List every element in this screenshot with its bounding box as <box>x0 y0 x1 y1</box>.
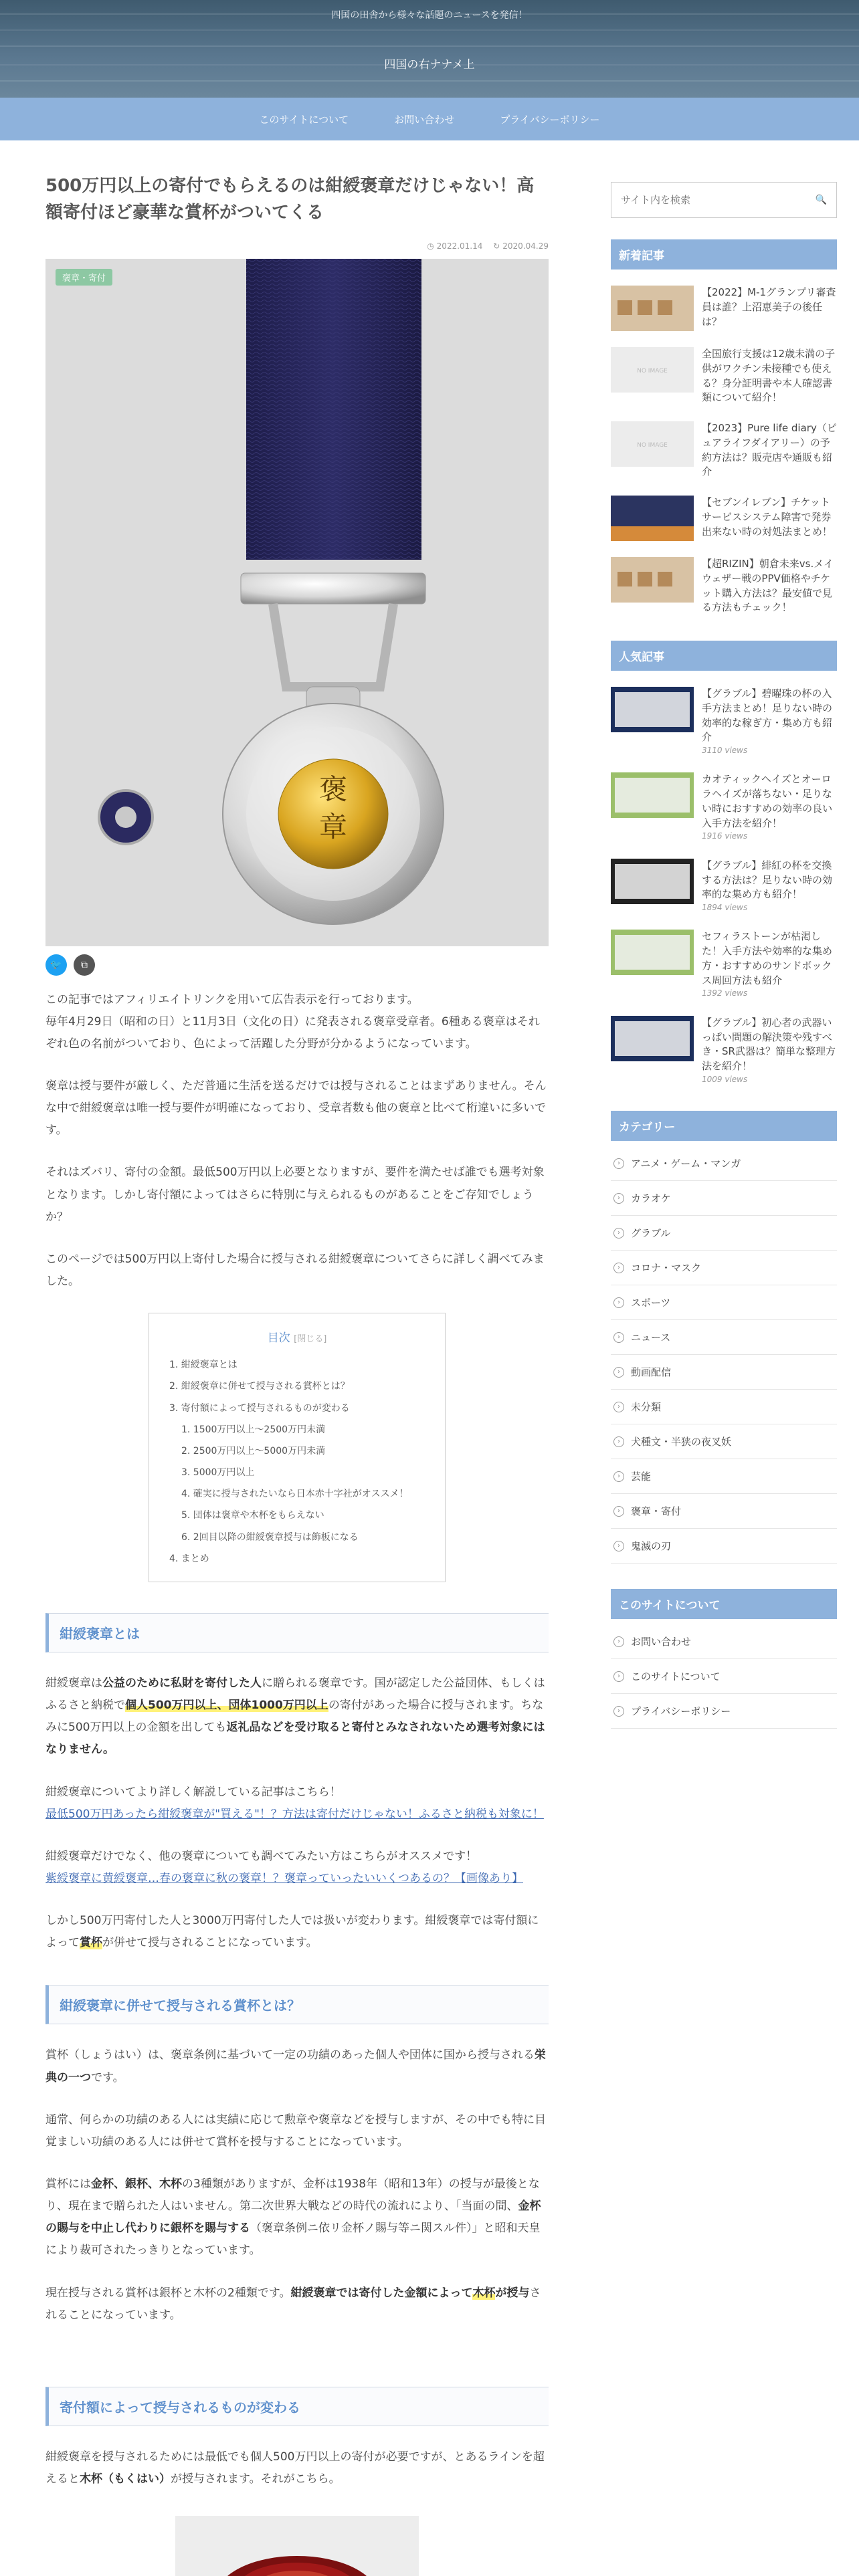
section2-paragraph-3: 賞杯には金杯、銀杯、木杯の3種類がありますが、金杯は1938年（昭和13年）の授与が最後となり、現在まで贈られた人はいません。第二次世界大戦などの時代の流れにより、「当面の間、金杯の賜与を中止し代わりに銀杯を賜与する（褒章条例ニ依リ金杯ノ賜与等ニ関スル件）」と昭和天皇により裁可されたっきりとなっています。 <box>45 2177 541 2258</box>
popular-post-views: 1392 views <box>702 988 748 998</box>
nav-privacy[interactable]: プライバシーポリシー <box>500 113 600 126</box>
intro-paragraph-3: それはズバリ、寄付の金額。最低500万円以上必要となりますが、要件を満たせば誰でも選考対象となります。しかし寄付額によってはさらに特別に与えられるものがあることをご存知でしょうか？ <box>45 1166 545 1224</box>
category-link-label: 褒章・寄付 <box>631 1505 682 1518</box>
new-post-item[interactable] <box>611 286 837 331</box>
published-date: 2022.01.14 <box>436 241 483 251</box>
section2-paragraph-2: 通常、何らかの功績のある人には実績に応じて勲章や褒章などを授与しますが、その中でも特に目覚ましい功績のある人には併せて賞杯を授与することになっています。 <box>45 2113 546 2149</box>
about-link-label: プライバシーポリシー <box>631 1705 731 1718</box>
about-title: このサイトについて <box>611 1589 837 1619</box>
new-posts-title: 新着記事 <box>611 239 837 270</box>
popular-post-item[interactable] <box>611 859 837 914</box>
twitter-icon: 🐦 <box>50 959 62 970</box>
chevron-right-icon: › <box>613 1367 624 1378</box>
chevron-right-icon: › <box>613 1706 624 1717</box>
section1-paragraph-1: 紺綬褒章は公益のために私財を寄付した人に贈られる褒章です。国が認定した公益団体、もしくはふるさと納税で個人500万円以上、団体1000万円以上の寄付があった場合に授与されます。ちなみに500万円以上の金額を出しても返礼品などを受け取ると寄付とみなされないため選考対象にはなりません。 <box>45 1677 545 1757</box>
search-icon[interactable]: 🔍 <box>815 195 827 205</box>
wooden-cup-image <box>175 2516 419 2576</box>
new-post-title: 【2023】Pure life diary（ピュアライフダイアリー）の予約方法は？販売店や通販も紹介 <box>702 422 837 478</box>
chevron-right-icon: › <box>613 1158 624 1169</box>
chevron-right-icon: › <box>613 1506 624 1517</box>
popular-post-text <box>702 930 837 999</box>
popular-post-views: 3110 views <box>702 746 748 755</box>
category-link[interactable] <box>611 1424 837 1459</box>
category-link-label: カラオケ <box>631 1192 671 1205</box>
article-main <box>45 173 549 2576</box>
new-post-text <box>702 496 837 541</box>
new-posts-list <box>611 286 837 615</box>
category-link-label: ニュース <box>631 1331 671 1344</box>
category-link[interactable] <box>611 1494 837 1529</box>
popular-post-item[interactable] <box>611 772 837 842</box>
new-post-item[interactable] <box>611 421 837 479</box>
popular-post-thumbnail <box>611 859 694 904</box>
category-link-label: グラブル <box>631 1227 671 1240</box>
toc-item[interactable]: 4. 確実に授与されたいなら日本赤十字社がオススメ！ <box>181 1489 409 1500</box>
toc-item[interactable]: 4. まとめ <box>169 1553 209 1564</box>
category-link-label: 犬種文・半狭の夜叉妖 <box>631 1436 732 1448</box>
search-input[interactable] <box>621 194 795 206</box>
search-box <box>611 182 837 218</box>
about-link[interactable] <box>611 1694 837 1729</box>
category-link[interactable] <box>611 1216 837 1251</box>
section-heading-1: 紺綬褒章とは <box>45 1613 549 1652</box>
popular-post-views: 1894 views <box>702 903 748 913</box>
new-post-thumbnail <box>611 557 694 603</box>
popular-post-item[interactable] <box>611 1016 837 1085</box>
toc-item[interactable]: 5. 団体は褒章や木杯をもらえない <box>181 1510 324 1521</box>
new-post-item[interactable] <box>611 347 837 405</box>
clock-icon: ◷ <box>427 241 434 251</box>
category-link[interactable] <box>611 1459 837 1494</box>
toc-item[interactable]: 6. 2回目以降の紺綬褒章授与は飾板になる <box>181 1531 359 1543</box>
svg-text:章: 章 <box>318 810 348 843</box>
toc-title: 目次 [閉じる] <box>267 1331 327 1346</box>
toc-item[interactable]: 1. 紺綬褒章とは <box>169 1360 237 1371</box>
popular-post-views: 1009 views <box>702 1074 748 1084</box>
popular-posts-title: 人気記事 <box>611 641 837 671</box>
popular-post-thumbnail <box>611 687 694 732</box>
eyecatch-image <box>45 259 549 946</box>
chevron-right-icon: › <box>613 1402 624 1412</box>
about-list <box>611 1624 837 1729</box>
new-post-thumbnail <box>611 421 694 467</box>
refresh-icon: ↻ <box>493 241 500 251</box>
section2-paragraph-4: 現在授与される賞杯は銀杯と木杯の2種類です。紺綬褒章では寄付した金額によって木杯が授与されることになっています。 <box>45 2286 541 2322</box>
chevron-right-icon: › <box>613 1263 624 1273</box>
popular-post-thumbnail <box>611 772 694 818</box>
toc-item[interactable]: 3. 寄付額によって授与されるものが変わる <box>169 1402 350 1414</box>
chevron-right-icon: › <box>613 1636 624 1647</box>
twitter-share-button[interactable] <box>45 954 67 976</box>
section-heading-3: 寄付額によって授与されるものが変わる <box>45 2387 549 2426</box>
popular-post-thumbnail <box>611 1016 694 1061</box>
category-link[interactable] <box>611 1251 837 1285</box>
about-link-label: お問い合わせ <box>631 1636 692 1648</box>
category-link[interactable] <box>611 1181 837 1216</box>
new-post-title: 全国旅行支援は12歳未満の子供がワクチン未接種でも使える？身分証明書や本人確認書類について紹介！ <box>702 348 836 404</box>
popular-post-text <box>702 1016 837 1085</box>
category-link[interactable] <box>611 1355 837 1390</box>
popular-post-title: セフィラストーンが枯渇した！入手方法や効率的な集め方・おすすめのサンドボックス周回方法も紹介 <box>702 930 833 986</box>
updated-date: 2020.04.29 <box>502 241 549 251</box>
new-post-thumbnail <box>611 496 694 541</box>
chevron-right-icon: › <box>613 1671 624 1682</box>
category-link[interactable] <box>611 1146 837 1181</box>
new-post-item[interactable] <box>611 557 837 615</box>
section2-paragraph-1: 賞杯（しょうはい）は、褒章条例に基づいて一定の功績のあった個人や団体に国から授与される栄典の一つです。 <box>45 2048 546 2084</box>
new-post-title: 【セブンイレブン】チケットサービスシステム障害で発券出来ない時の対処法まとめ！ <box>702 496 833 538</box>
category-link[interactable] <box>611 1529 837 1564</box>
chevron-right-icon: › <box>613 1193 624 1204</box>
category-link[interactable] <box>611 1320 837 1355</box>
category-title: カテゴリー <box>611 1111 837 1141</box>
category-link[interactable] <box>611 1390 837 1424</box>
related-article-link-2[interactable]: 紫綬褒章に黄綬褒章…春の褒章に秋の褒章！？褒章っていったいいくつあるの？【画像あり】 <box>45 1872 523 1885</box>
chevron-right-icon: › <box>613 1228 624 1239</box>
new-post-text <box>702 421 837 479</box>
wooden-cup-illustration <box>175 2516 419 2576</box>
new-post-text <box>702 286 837 331</box>
popular-posts-list <box>611 687 837 1085</box>
category-link-label: 芸能 <box>631 1471 652 1483</box>
new-post-text <box>702 347 837 405</box>
new-post-item[interactable] <box>611 496 837 541</box>
popular-post-text <box>702 859 837 914</box>
category-link-label: スポーツ <box>631 1297 671 1309</box>
section-heading-2: 紺綬褒章に併せて授与される賞杯とは？ <box>45 1985 549 2024</box>
popular-post-text <box>702 687 837 756</box>
site-logo[interactable]: 四国の右ナナメ上 <box>384 58 475 72</box>
intro-paragraph-1: この記事ではアフィリエイトリンクを用いて広告表示を行っております。 毎年4月29日（昭和の日）と11月3日（文化の日）に発表される褒章受章者。6種ある褒章はそれぞれ色の名前がついており、色によって活躍した分野が分かるようになっています。 <box>45 992 540 1051</box>
popular-post-title: カオティックヘイズとオーロラヘイズが落ちない・足りない時におすすめの効率の良い入手方法を紹介！ <box>702 773 833 829</box>
popular-post-views: 1916 views <box>702 831 748 841</box>
chevron-right-icon: › <box>613 1541 624 1551</box>
category-link-label: 鬼滅の刃 <box>631 1540 672 1553</box>
popular-post-thumbnail <box>611 930 694 975</box>
category-link[interactable] <box>611 1285 837 1320</box>
popular-post-text <box>702 772 837 842</box>
category-link-label: アニメ・ゲーム・マンガ <box>631 1158 741 1170</box>
toc-item[interactable]: 2. 2500万円以上〜5000万円未満 <box>181 1445 326 1457</box>
svg-text:NO IMAGE: NO IMAGE <box>637 368 668 374</box>
section1-paragraph-2: 紺綬褒章についてより詳しく解説している記事はこちら！ 最低500万円あったら紺綬褒章が"買える"！？方法は寄付だけじゃない！ふるさと納税も対象に！ <box>45 1785 544 1821</box>
chevron-right-icon: › <box>613 1332 624 1343</box>
popular-post-title: 【グラブル】初心者の武器いっぱい問題の解決策や残すべき・SR武器は？簡単な整理方法を紹介！ <box>702 1016 836 1073</box>
toc-item[interactable]: 2. 紺綬褒章に併せて授与される賞杯とは？ <box>169 1381 350 1392</box>
chevron-right-icon: › <box>613 1471 624 1482</box>
toc-item[interactable]: 1. 1500万円以上〜2500万円未満 <box>181 1424 326 1435</box>
sidebar <box>611 182 837 1729</box>
table-of-contents <box>149 1313 446 1582</box>
post-dates <box>45 241 549 251</box>
toc-item[interactable]: 3. 5000万円以上 <box>181 1467 255 1479</box>
category-list <box>611 1146 837 1564</box>
nav-about[interactable]: このサイトについて <box>259 113 349 126</box>
copy-share-button[interactable] <box>74 954 95 976</box>
chevron-right-icon: › <box>613 1297 624 1308</box>
popular-post-title: 【グラブル】碧曜珠の杯の入手方法まとめ！足りない時の効率的な稼ぎ方・集め方も紹介 <box>702 687 833 744</box>
article-body <box>45 989 549 2576</box>
new-post-text <box>702 557 837 615</box>
new-post-thumbnail <box>611 347 694 393</box>
new-post-thumbnail <box>611 286 694 331</box>
section1-paragraph-3: 紺綬褒章だけでなく、他の褒章についても調べてみたい方はこちらがオススメです！ 紫綬褒章に黄綬褒章…春の褒章に秋の褒章！？褒章っていったいいくつあるの？【画像あり】 <box>45 1849 523 1885</box>
nav-contact[interactable]: お問い合わせ <box>394 113 455 126</box>
post-title: 500万円以上の寄付でもらえるのは紺綬褒章だけじゃない！高額寄付ほど豪華な賞杯がついてくる <box>45 176 535 223</box>
section3-paragraph-1: 紺綬褒章を授与されるためには最低でも個人500万円以上の寄付が必要ですが、とあるラインを超えると木杯（もくはい）が授与されます。それがこちら。 <box>45 2450 545 2486</box>
popular-post-item[interactable] <box>611 687 837 756</box>
site-tagline: 四国の田舎から様々な話題のニュースを発信！ <box>331 10 528 21</box>
section1-paragraph-4: しかし500万円寄付した人と3000万円寄付した人では扱いが変わります。紺綬褒章では寄付額によって賞杯が併せて授与されることになっています。 <box>45 1914 539 1950</box>
related-article-link-1[interactable]: 最低500万円あったら紺綬褒章が"買える"！？方法は寄付だけじゃない！ふるさと納税も対象に！ <box>45 1807 544 1821</box>
new-post-title: 【超RIZIN】朝倉未来vs.メイウェザー戦のPPV価格やチケット購入方法は？最安値で見る方法もチェック！ <box>702 558 834 614</box>
toc-list <box>169 1354 425 1570</box>
share-buttons <box>45 954 549 976</box>
medal-illustration <box>45 259 549 946</box>
site-header <box>0 0 859 98</box>
category-link-label: 未分類 <box>631 1401 662 1414</box>
chevron-right-icon: › <box>613 1436 624 1447</box>
intro-paragraph-4: このページでは500万円以上寄付した場合に授与される紺綬褒章についてさらに詳しく調べてみました。 <box>45 1252 545 1288</box>
new-post-title: 【2022】M-1グランプリ審査員は誰？上沼恵美子の後任は？ <box>702 286 836 328</box>
category-link-label: 動画配信 <box>631 1366 672 1379</box>
copy-icon: ⧉ <box>81 959 88 970</box>
svg-text:NO IMAGE: NO IMAGE <box>637 442 668 449</box>
category-link-label: コロナ・マスク <box>631 1262 702 1275</box>
about-link-label: このサイトについて <box>631 1671 721 1683</box>
about-link[interactable] <box>611 1624 837 1659</box>
category-label[interactable]: 褒章・寄付 <box>56 269 112 286</box>
toc-toggle[interactable]: [閉じる] <box>294 1334 327 1345</box>
popular-post-item[interactable] <box>611 930 837 999</box>
intro-paragraph-2: 褒章は授与要件が厳しく、ただ普通に生活を送るだけでは授与されることはまずありません。そんな中で紺綬褒章は唯一授与要件が明確になっており、受章者数も他の褒章と比べて桁違いに多いです。 <box>45 1079 547 1138</box>
svg-text:褒: 褒 <box>318 772 348 806</box>
global-nav <box>0 98 859 140</box>
popular-post-title: 【グラブル】緋紅の杯を交換する方法は？足りない時の効率的な集め方も紹介！ <box>702 859 833 901</box>
about-link[interactable] <box>611 1659 837 1694</box>
